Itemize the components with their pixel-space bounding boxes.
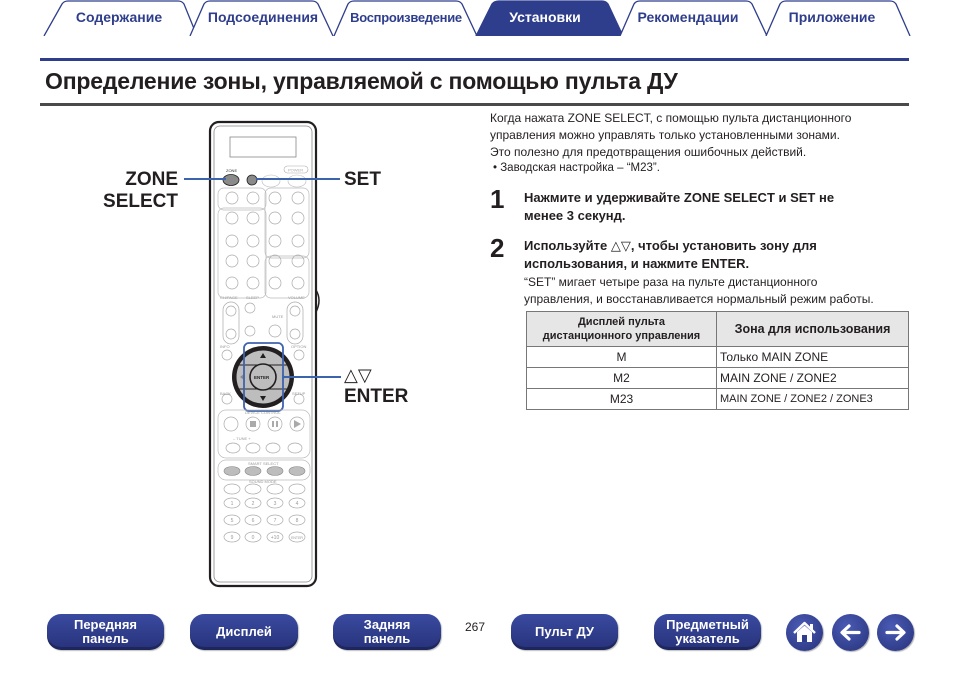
default-setting-bullet: • Заводская настройка – “M23”. [493, 162, 660, 174]
svg-text:6: 6 [251, 518, 255, 524]
svg-text:7: 7 [273, 518, 277, 524]
step-2-text [524, 237, 817, 273]
cell-display: M [527, 347, 717, 368]
svg-text:0: 0 [251, 535, 255, 541]
arrow-right-icon [877, 614, 914, 651]
table-row [527, 347, 909, 368]
svg-text:ENTER: ENTER [254, 375, 270, 380]
table-row [527, 389, 909, 410]
arrows-enter-callout [344, 364, 408, 408]
table-row [527, 368, 909, 389]
zone-table [526, 311, 909, 410]
rear-panel-button[interactable] [333, 614, 441, 650]
cell-display: M23 [527, 389, 717, 410]
index-button[interactable] [654, 614, 761, 650]
callout-line-2: SELECT [103, 191, 178, 212]
button-label: Пульт ДУ [535, 624, 594, 639]
arrow-keys-label: △▽ [344, 365, 372, 385]
zone-select-callout [100, 169, 178, 213]
forward-button[interactable] [877, 614, 914, 651]
svg-text:– TUNE +: – TUNE + [233, 436, 251, 441]
home-button[interactable] [786, 614, 823, 651]
home-icon [786, 614, 823, 651]
svg-text:ZONE: ZONE [226, 168, 238, 173]
tab-tips[interactable] [616, 0, 768, 36]
step-number-1: 1 [490, 184, 505, 214]
button-label: Дисплей [216, 624, 272, 639]
set-pointer-line [256, 178, 340, 180]
tab-label: Подсоединения [207, 9, 319, 25]
svg-text:9: 9 [230, 535, 234, 541]
arrow-left-icon [832, 614, 869, 651]
svg-text:4: 4 [295, 501, 299, 507]
callout-line-1: ZONE [125, 169, 178, 190]
zone-select-pointer-line [184, 178, 226, 180]
button-label: панель [363, 631, 411, 646]
button-label: Задняя [363, 617, 411, 632]
remote-control-button[interactable] [511, 614, 618, 650]
back-button[interactable] [832, 614, 869, 651]
svg-text:+10: +10 [270, 535, 280, 541]
tab-label: Воспроизведение [350, 10, 462, 25]
tab-label: Установки [509, 9, 581, 25]
svg-text:3: 3 [273, 501, 277, 507]
header-line: Дисплей пульта [577, 316, 666, 328]
table-header-row [527, 312, 909, 347]
note-line: “SET” мигает четыре раза на пульте дистанционного [524, 275, 818, 289]
front-panel-button[interactable] [47, 614, 164, 650]
svg-text:SETUP: SETUP [292, 391, 306, 396]
svg-text:CH/PAGE: CH/PAGE [220, 295, 238, 300]
svg-text:MUTE: MUTE [272, 314, 284, 319]
button-label: указатель [675, 631, 740, 646]
page-title: Определение зоны, управляемой с помощью пульта ДУ [45, 68, 678, 94]
button-label: Предметный [666, 617, 749, 632]
step-line: использования, и нажмите ENTER. [524, 256, 750, 271]
cell-display: M2 [527, 368, 717, 389]
column-header-zone: Зона для использования [717, 312, 909, 347]
tab-appendix[interactable] [762, 0, 912, 36]
step-line: Используйте △▽, чтобы установить зону для [524, 238, 817, 253]
intro-note: Это полезно для предотвращения ошибочных действий. [490, 145, 807, 159]
svg-text:ENTER: ENTER [291, 536, 303, 540]
svg-text:DEVICE CONTROL: DEVICE CONTROL [245, 410, 281, 415]
intro-line: управления можно управлять только установленными зонами. [490, 128, 840, 142]
svg-text:8: 8 [295, 518, 299, 524]
svg-text:SOUND MODE: SOUND MODE [249, 479, 277, 484]
svg-text:SLEEP: SLEEP [246, 295, 259, 300]
step-line: Нажмите и удерживайте ZONE SELECT и SET не [524, 190, 835, 205]
button-label: Передняя [73, 617, 138, 632]
intro-paragraph [490, 110, 910, 144]
svg-text:5: 5 [230, 518, 234, 524]
svg-text:1: 1 [230, 501, 234, 507]
svg-text:OPTION: OPTION [291, 344, 307, 349]
cell-zone: MAIN ZONE / ZONE2 / ZONE3 [717, 389, 909, 410]
header-line: дистанционного управления [542, 330, 701, 342]
enter-pointer-line [283, 376, 341, 378]
enter-label: ENTER [344, 386, 409, 407]
cell-zone: Только MAIN ZONE [717, 347, 909, 368]
step-1-text [524, 189, 834, 225]
step-number-2: 2 [490, 233, 505, 263]
note-line: управления, и восстанавливается нормальный режим работы. [524, 292, 874, 306]
cell-zone: MAIN ZONE / ZONE2 [717, 368, 909, 389]
svg-text:SMART SELECT: SMART SELECT [248, 461, 279, 466]
tab-settings[interactable] [474, 0, 624, 36]
svg-text:VOLUME: VOLUME [288, 295, 305, 300]
step-2-note [524, 274, 874, 308]
tab-label: Приложение [788, 9, 876, 25]
svg-text:BACK: BACK [220, 391, 231, 396]
step-line: менее 3 секунд. [524, 208, 626, 223]
svg-text:2: 2 [251, 501, 255, 507]
svg-text:POWER: POWER [288, 167, 304, 173]
display-button[interactable] [190, 614, 298, 650]
column-header-display [527, 312, 717, 347]
intro-line: Когда нажата ZONE SELECT, с помощью пульта дистанционного [490, 111, 852, 125]
remote-illustration [0, 0, 480, 600]
page-number: 267 [465, 620, 486, 634]
tab-label: Содержание [75, 9, 163, 25]
button-label: панель [82, 631, 129, 646]
svg-text:INFO: INFO [220, 344, 230, 349]
set-callout: SET [344, 169, 381, 190]
tab-label: Рекомендации [637, 9, 739, 25]
